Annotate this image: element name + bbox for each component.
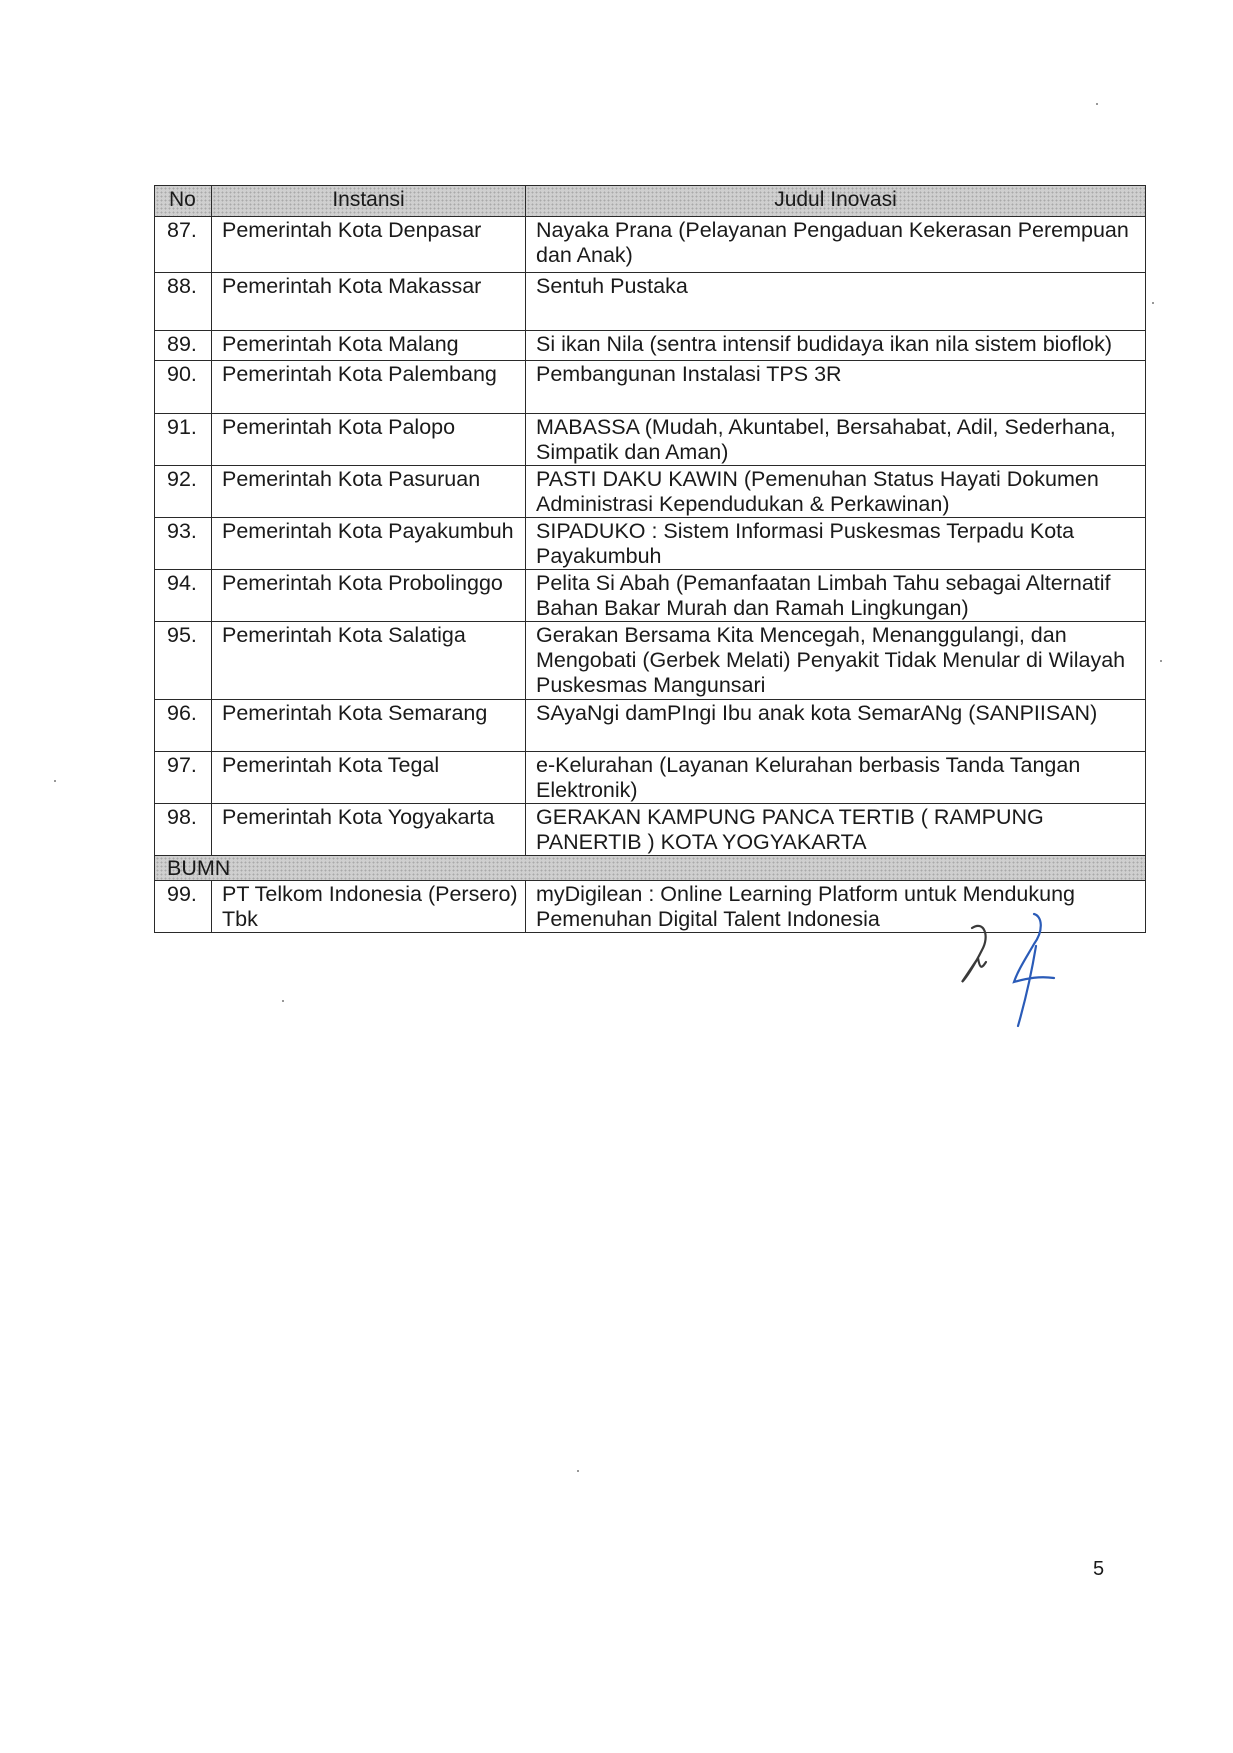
row-judul: GERAKAN KAMPUNG PANCA TERTIB ( RAMPUNG PANERTIB ) KOTA YOGYAKARTA (526, 804, 1146, 856)
row-judul: Sentuh Pustaka (526, 273, 1146, 331)
table-row (155, 752, 1146, 804)
section-label-bumn: BUMN (155, 856, 1146, 881)
table-row (155, 700, 1146, 752)
row-no: 88. (155, 273, 212, 331)
scan-speck (54, 780, 56, 782)
row-instansi: Pemerintah Kota Malang (212, 331, 526, 361)
row-instansi: Pemerintah Kota Pasuruan (212, 466, 526, 518)
row-instansi: Pemerintah Kota Probolinggo (212, 570, 526, 622)
row-no: 95. (155, 622, 212, 700)
row-no: 92. (155, 466, 212, 518)
row-judul: Nayaka Prana (Pelayanan Pengaduan Kekerasan Perempuan dan Anak) (526, 217, 1146, 273)
row-instansi: Pemerintah Kota Palembang (212, 361, 526, 414)
scan-speck (1096, 103, 1098, 105)
row-instansi: Pemerintah Kota Semarang (212, 700, 526, 752)
row-judul: myDigilean : Online Learning Platform untuk Mendukung Pemenuhan Digital Talent Indonesia (526, 881, 1146, 933)
table-row (155, 217, 1146, 273)
table-row (155, 273, 1146, 331)
table-row (155, 414, 1146, 466)
row-no: 97. (155, 752, 212, 804)
row-no: 90. (155, 361, 212, 414)
row-judul: Pelita Si Abah (Pemanfaatan Limbah Tahu sebagai Alternatif Bahan Bakar Murah dan Ramah Lingkungan) (526, 570, 1146, 622)
row-no: 93. (155, 518, 212, 570)
row-instansi: Pemerintah Kota Tegal (212, 752, 526, 804)
row-judul: Gerakan Bersama Kita Mencegah, Menanggulangi, dan Mengobati (Gerbek Melati) Penyakit Tidak Menular di Wilayah Puskesmas Mangunsari (526, 622, 1146, 700)
section-header-row (155, 856, 1146, 881)
row-no: 99. (155, 881, 212, 933)
row-judul: MABASSA (Mudah, Akuntabel, Bersahabat, Adil, Sederhana, Simpatik dan Aman) (526, 414, 1146, 466)
table-row (155, 570, 1146, 622)
handwritten-signature-icon (944, 910, 1074, 1030)
row-judul: Pembangunan Instalasi TPS 3R (526, 361, 1146, 414)
row-judul: Si ikan Nila (sentra intensif budidaya ikan nila sistem bioflok) (526, 331, 1146, 361)
table-header-row (155, 186, 1146, 217)
row-no: 87. (155, 217, 212, 273)
header-judul-inovasi: Judul Inovasi (526, 186, 1146, 217)
row-instansi: Pemerintah Kota Yogyakarta (212, 804, 526, 856)
row-instansi: Pemerintah Kota Denpasar (212, 217, 526, 273)
page-number: 5 (1093, 1558, 1105, 1580)
row-instansi: PT Telkom Indonesia (Persero) Tbk (212, 881, 526, 933)
row-instansi: Pemerintah Kota Makassar (212, 273, 526, 331)
table-row (155, 622, 1146, 700)
row-judul: SIPADUKO : Sistem Informasi Puskesmas Terpadu Kota Payakumbuh (526, 518, 1146, 570)
header-instansi: Instansi (212, 186, 526, 217)
row-judul: SAyaNgi damPIngi Ibu anak kota SemarANg (SANPIISAN) (526, 700, 1146, 752)
row-instansi: Pemerintah Kota Payakumbuh (212, 518, 526, 570)
row-judul: e-Kelurahan (Layanan Kelurahan berbasis Tanda Tangan Elektronik) (526, 752, 1146, 804)
row-no: 89. (155, 331, 212, 361)
table-row (155, 331, 1146, 361)
row-instansi: Pemerintah Kota Salatiga (212, 622, 526, 700)
scan-speck (1152, 302, 1154, 304)
table-row (155, 518, 1146, 570)
row-no: 94. (155, 570, 212, 622)
row-judul: PASTI DAKU KAWIN (Pemenuhan Status Hayati Dokumen Administrasi Kependudukan & Perkawinan) (526, 466, 1146, 518)
row-no: 96. (155, 700, 212, 752)
scan-speck (282, 1000, 284, 1002)
table-row (155, 466, 1146, 518)
row-instansi: Pemerintah Kota Palopo (212, 414, 526, 466)
innovation-table (154, 185, 1146, 933)
header-no: No (155, 186, 212, 217)
table-row (155, 361, 1146, 414)
table-row (155, 804, 1146, 856)
row-no: 98. (155, 804, 212, 856)
scan-speck (577, 1470, 579, 1472)
row-no: 91. (155, 414, 212, 466)
scan-speck (1160, 660, 1162, 662)
